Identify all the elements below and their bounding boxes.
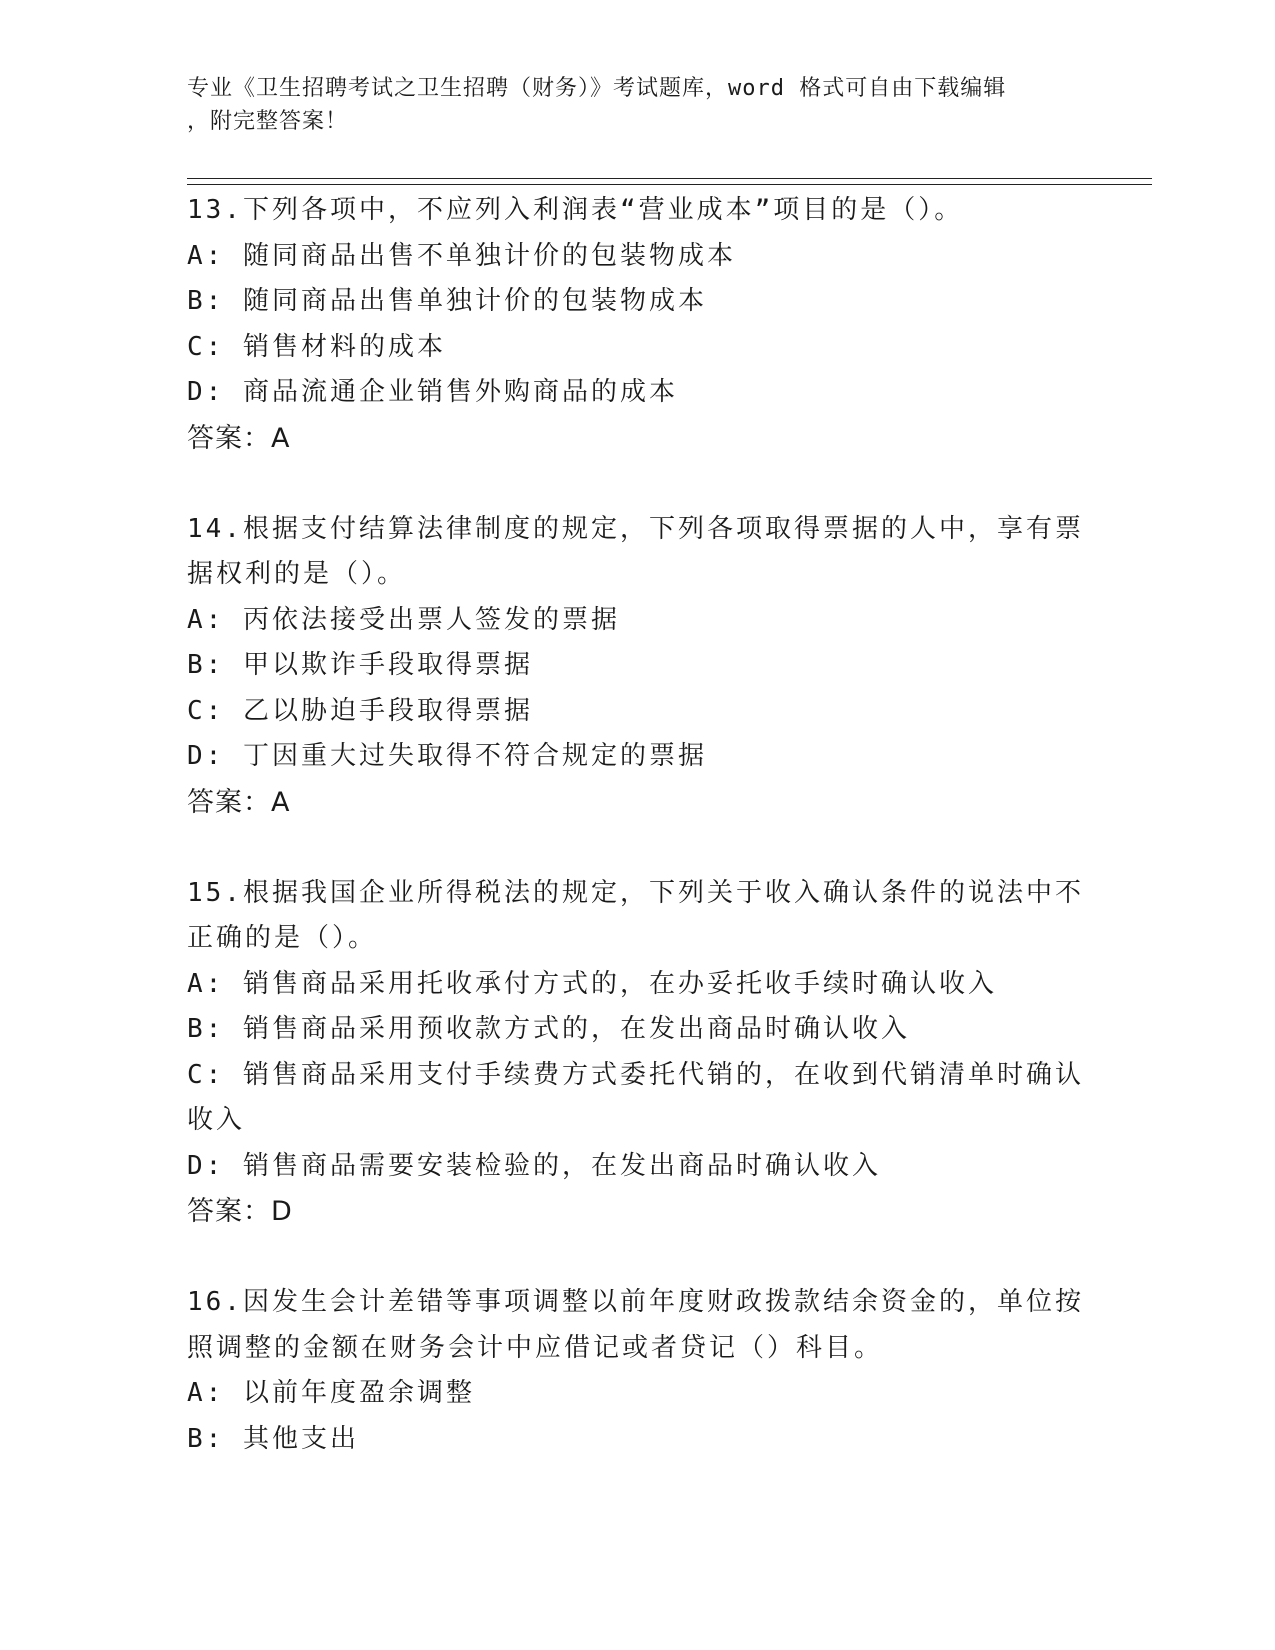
header-rule-top xyxy=(187,178,1152,179)
answer-option: A: 随同商品出售不单独计价的包装物成本 xyxy=(187,240,736,271)
answer-key: 答案：A xyxy=(187,422,291,454)
spacer xyxy=(187,1235,1087,1281)
document-header xyxy=(187,72,1057,138)
spacer xyxy=(187,825,1087,871)
answer-option: B: 销售商品采用预收款方式的，在发出商品时确认收入 xyxy=(187,1014,910,1044)
answer-key: 答案：D xyxy=(187,1196,293,1227)
answer-option: A: 销售商品采用托收承付方式的，在办妥托收手续时确认收入 xyxy=(187,968,997,999)
answer-option: A: 丙依法接受出票人签发的票据 xyxy=(187,604,620,635)
answer-option: D: 销售商品需要安装检验的，在发出商品时确认收入 xyxy=(187,1150,881,1181)
answer-option: B: 其他支出 xyxy=(187,1423,359,1454)
answer-option: 收入 xyxy=(187,1105,246,1135)
question-block xyxy=(187,507,1087,871)
question-stem: 15.根据我国企业所得税法的规定，下列关于收入确认条件的说法中不 xyxy=(187,877,1084,908)
question-block xyxy=(187,1280,1087,1462)
header-rule-bottom xyxy=(187,184,1152,185)
question-stem: 14.根据支付结算法律制度的规定，下列各项取得票据的人中，享有票 xyxy=(187,513,1084,544)
answer-option: B: 随同商品出售单独计价的包装物成本 xyxy=(187,286,707,316)
question-stem: 16.因发生会计差错等事项调整以前年度财政拨款结余资金的，单位按 xyxy=(187,1287,1084,1317)
question-stem: 正确的是（）。 xyxy=(187,923,378,953)
answer-key: 答案：A xyxy=(187,786,291,818)
answer-option: D: 丁因重大过失取得不符合规定的票据 xyxy=(187,741,707,771)
answer-option: C: 销售商品采用支付手续费方式委托代销的，在收到代销清单时确认 xyxy=(187,1059,1084,1090)
question-list xyxy=(187,188,1087,1462)
header-line-2: ，附完整答案！ xyxy=(187,109,349,134)
answer-option: A: 以前年度盈余调整 xyxy=(187,1378,475,1408)
answer-option: D: 商品流通企业销售外购商品的成本 xyxy=(187,377,678,407)
question-block xyxy=(187,871,1087,1281)
answer-option: C: 销售材料的成本 xyxy=(187,331,446,362)
question-stem: 13.下列各项中，不应列入利润表“营业成本”项目的是（）。 xyxy=(187,195,964,225)
header-line-1: 专业《卫生招聘考试之卫生招聘（财务）》考试题库，word 格式可自由下载编辑 xyxy=(187,76,1007,101)
question-stem: 据权利的是（）。 xyxy=(187,559,407,589)
question-block xyxy=(187,188,1087,507)
answer-option: C: 乙以胁迫手段取得票据 xyxy=(187,695,533,726)
answer-option: B: 甲以欺诈手段取得票据 xyxy=(187,650,533,680)
question-stem: 照调整的金额在财务会计中应借记或者贷记（）科目。 xyxy=(187,1332,884,1363)
spacer xyxy=(187,461,1087,507)
